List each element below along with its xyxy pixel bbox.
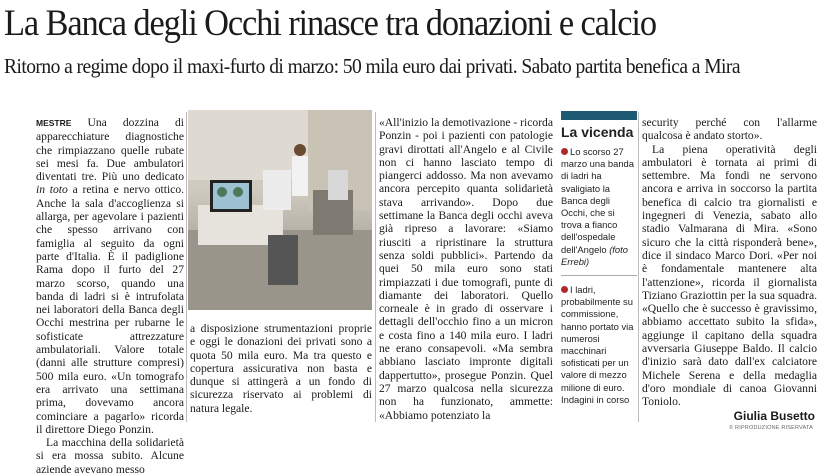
column-divider bbox=[375, 112, 376, 422]
headline: La Banca degli Occhi rinasce tra donazioni e calcio bbox=[4, 3, 656, 44]
paragraph: a disposizione strumentazioni proprie e oggi le donazioni dei privati sono a quota 50 mila euro. Ma tra questo e copertura assicurativa non basta e dunque si attingerà a un fondo di sicurezza riservato ai problemi di natura legale. bbox=[190, 322, 372, 415]
paragraph: «All'inizio la demotivazione - ricorda Ponzin - poi i pazienti con patologie gravi dirottati all'Angelo e al Civile non ci hanno lasciato tempo di piangerci addosso. Ma non avevamo ancora percepito quanta solidarietà stava arrivando». Dopo due settimane la Banca degli occhi aveva già ripreso a lavorare: «Siamo riusciti a ripristinare la struttura senza soldi pubblici». Partendo da quei 50 mila euro sono stati rimpiazzati i due tomografi, punte di diamante dei laboratori. Quello corneale è in grado di osservare i dettagli dell'occhio fino a un micron e costa fino a 140 mila euro. I ladri ne erano consapevoli. «Ma sembra abbiano lasciato impronte digitali dappertutto», prosegue Ponzin. Quel 27 marzo qualcosa nella sicurezza non ha funzionato, ammette: «Abbiamo potenziato la bbox=[379, 116, 554, 422]
paragraph: security perché con l'allarme qualcosa è andato storto». bbox=[642, 116, 817, 143]
subheadline: Ritorno a regime dopo il maxi-furto di marzo: 50 mila euro dai privati. Sabato partita benefica a Mira bbox=[4, 54, 740, 78]
column-divider bbox=[186, 112, 187, 422]
column-divider bbox=[638, 112, 639, 422]
author-byline: Giulia Busetto bbox=[733, 409, 815, 423]
sidebar-item bbox=[561, 284, 637, 406]
sidebar-title: La vicenda bbox=[561, 124, 634, 140]
paragraph: a retina e nervo ottico. Anche la sala d'accoglienza si allarga, per agevolare i pazienti che spesso arrivano con famiglia al seguito da ogni parte d'Italia. È il padiglione Rama dopo il furto del 27 marzo scorso, quando una banda di ladri si è intrufolata nei laboratori della Banca degli Occhi mestrina per rubarne le sofisticate attrezzature ambulatoriali. Valore totale (danni alle strutture compresi) 500 mila euro. «Un tomografo era arrivato una settimana prima, dovevamo ancora cominciare a pagarlo» ricorda il direttore Diego Ponzin. bbox=[36, 183, 185, 436]
sidebar-box bbox=[561, 111, 637, 406]
sidebar-item bbox=[561, 146, 637, 268]
dateline: MESTRE bbox=[36, 118, 72, 128]
sidebar-item-text: I ladri, probabilmente su commissione, hanno portato via numerosi macchinari sofisticati per un valore di mezzo milione di euro. Indagini in corso bbox=[561, 284, 634, 405]
article-column-3 bbox=[379, 116, 553, 422]
italic-phrase: in toto bbox=[36, 183, 68, 197]
bullet-icon bbox=[561, 148, 568, 155]
sidebar-divider bbox=[561, 275, 637, 276]
bullet-icon bbox=[561, 286, 568, 293]
article-column-1 bbox=[36, 116, 184, 476]
article-column-2 bbox=[190, 322, 372, 415]
article-photo bbox=[188, 110, 372, 310]
paragraph: Una dozzina di apparecchiature diagnostiche che rimpiazzano quelle rubate sei mesi fa. Due ambulatori diventati tre. Più uno dedicato bbox=[36, 116, 184, 184]
article-column-4 bbox=[642, 116, 817, 409]
sidebar-accent-bar bbox=[561, 111, 637, 120]
photo-credit: (foto Errebi) bbox=[561, 243, 628, 267]
paragraph: La piena operatività degli ambulatori è tornata ai primi di settembre. Ma fondi ne servono ancora e arriva in soccorso la partita benefica di calcio tra giornalisti e ingegneri di Venezia, sabato allo stadio Valmarana di Mira. «Sono sicuro che la città risponderà bene», dice il sindaco Marco Dori. «Per noi è fondamentale mantenere alta l'attenzione», ricorda il giornalista Tiziano Graziottin per la sua squadra. «Quello che è successo è gravissimo, abbiamo accettato subito la sfida», aggiunge il capitano della squadra avversaria Giuseppe Baldo. Il calcio d'inizio sarà dato dall'ex calciatore Michele Serena e della medaglia d'oro mondiale di canoa Giovanni Toniolo. bbox=[642, 142, 817, 409]
paragraph: La macchina della solidarietà si era mossa subito. Alcune aziende avevano messo bbox=[36, 436, 184, 476]
clinic-photo-illustration bbox=[188, 110, 372, 310]
sidebar-item-text: Lo scorso 27 marzo una banda di ladri ha svaligiato la Banca degli Occhi, che si trova a fianco dell'ospedale dell'Angelo bbox=[561, 146, 634, 255]
copyright-notice: © RIPRODUZIONE RISERVATA bbox=[729, 425, 813, 431]
